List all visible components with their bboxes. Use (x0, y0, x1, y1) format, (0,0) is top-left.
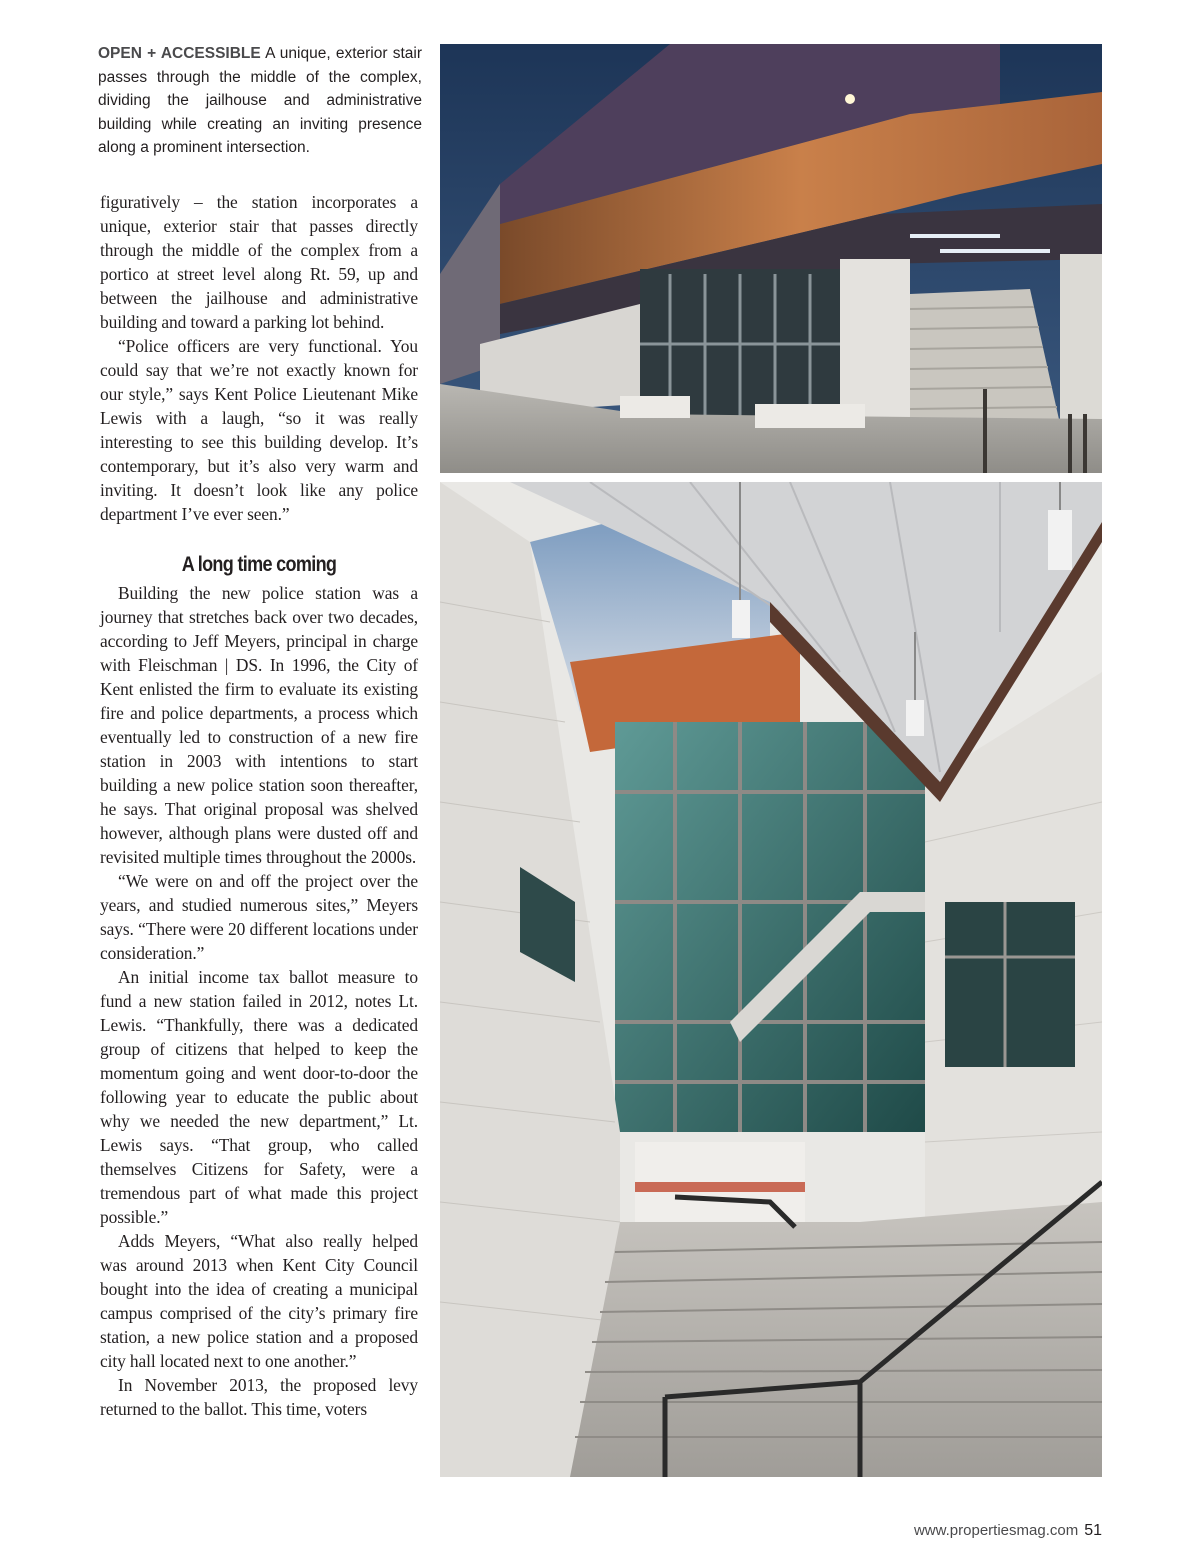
photo-building-exterior (440, 44, 1102, 473)
article-paragraph: Adds Meyers, “What also really helped was around 2013 when Kent City Council bought into the idea of creating a municipal campus comprised of the city’s primary fire station, a new police station and a proposed city hall located next to one another.” (100, 1231, 418, 1371)
article-paragraph: An initial income tax ballot measure to fund a new station failed in 2012, notes Lt. Lewis. “Thankfully, there was a dedicated group of citizens that helped to keep the momentum going and went door-to-door the following year to educate the public about why we needed the new department,” Lt. Lewis says. “That group, who called themselves Citizens for Safety, were a tremendous part of what made this project possible.” (100, 967, 418, 1227)
page-number: 51 (1084, 1522, 1102, 1539)
article-paragraph: “Police officers are very functional. You could say that we’re not exactly known for our style,” says Kent Police Lieutenant Mike Lewis with a laugh, “so it was really interesting to see this building develop. It’s contemporary, but it’s also very warm and inviting. It doesn’t look like any police department I’ve ever seen.” (100, 336, 418, 524)
article-paragraph: In November 2013, the proposed levy returned to the ballot. This time, voters (100, 1375, 418, 1419)
article-paragraph: figuratively – the station incorporates a unique, exterior stair that passes directly through the middle of the complex from a portico at street level along Rt. 59, up and between the jailhouse and administrative building and toward a parking lot behind. (100, 192, 418, 332)
footer-url: www.propertiesmag.com (913, 1522, 1079, 1539)
caption-text: A unique, exterior stair passes through the middle of the complex, dividing the jailhouse and administrative building while creating an inviting presence along a prominent intersection. (98, 45, 423, 156)
section-heading: A long time coming (181, 553, 337, 576)
article-paragraph: Building the new police station was a journey that stretches back over two decades, according to Jeff Meyers, principal in charge with Fleischman | DS. In 1996, the City of Kent enlisted the firm to evaluate its existing fire and police departments, a process which eventually led to construction of a new fire station in 2003 with intentions to start building a new police station soon thereafter, he says. That original proposal was shelved however, although plans were dusted off and revisited multiple times throughout the 2000s. (100, 583, 418, 867)
page-footer (914, 1522, 1102, 1540)
caption-kicker: OPEN + ACCESSIBLE (98, 45, 261, 62)
article-paragraph: “We were on and off the project over the years, and studied numerous sites,” Meyers says. “There were 20 different locations under consideration.” (100, 871, 418, 963)
article-column (100, 190, 418, 1421)
photo-exterior-stair (440, 482, 1102, 1477)
photo-caption (98, 42, 422, 160)
